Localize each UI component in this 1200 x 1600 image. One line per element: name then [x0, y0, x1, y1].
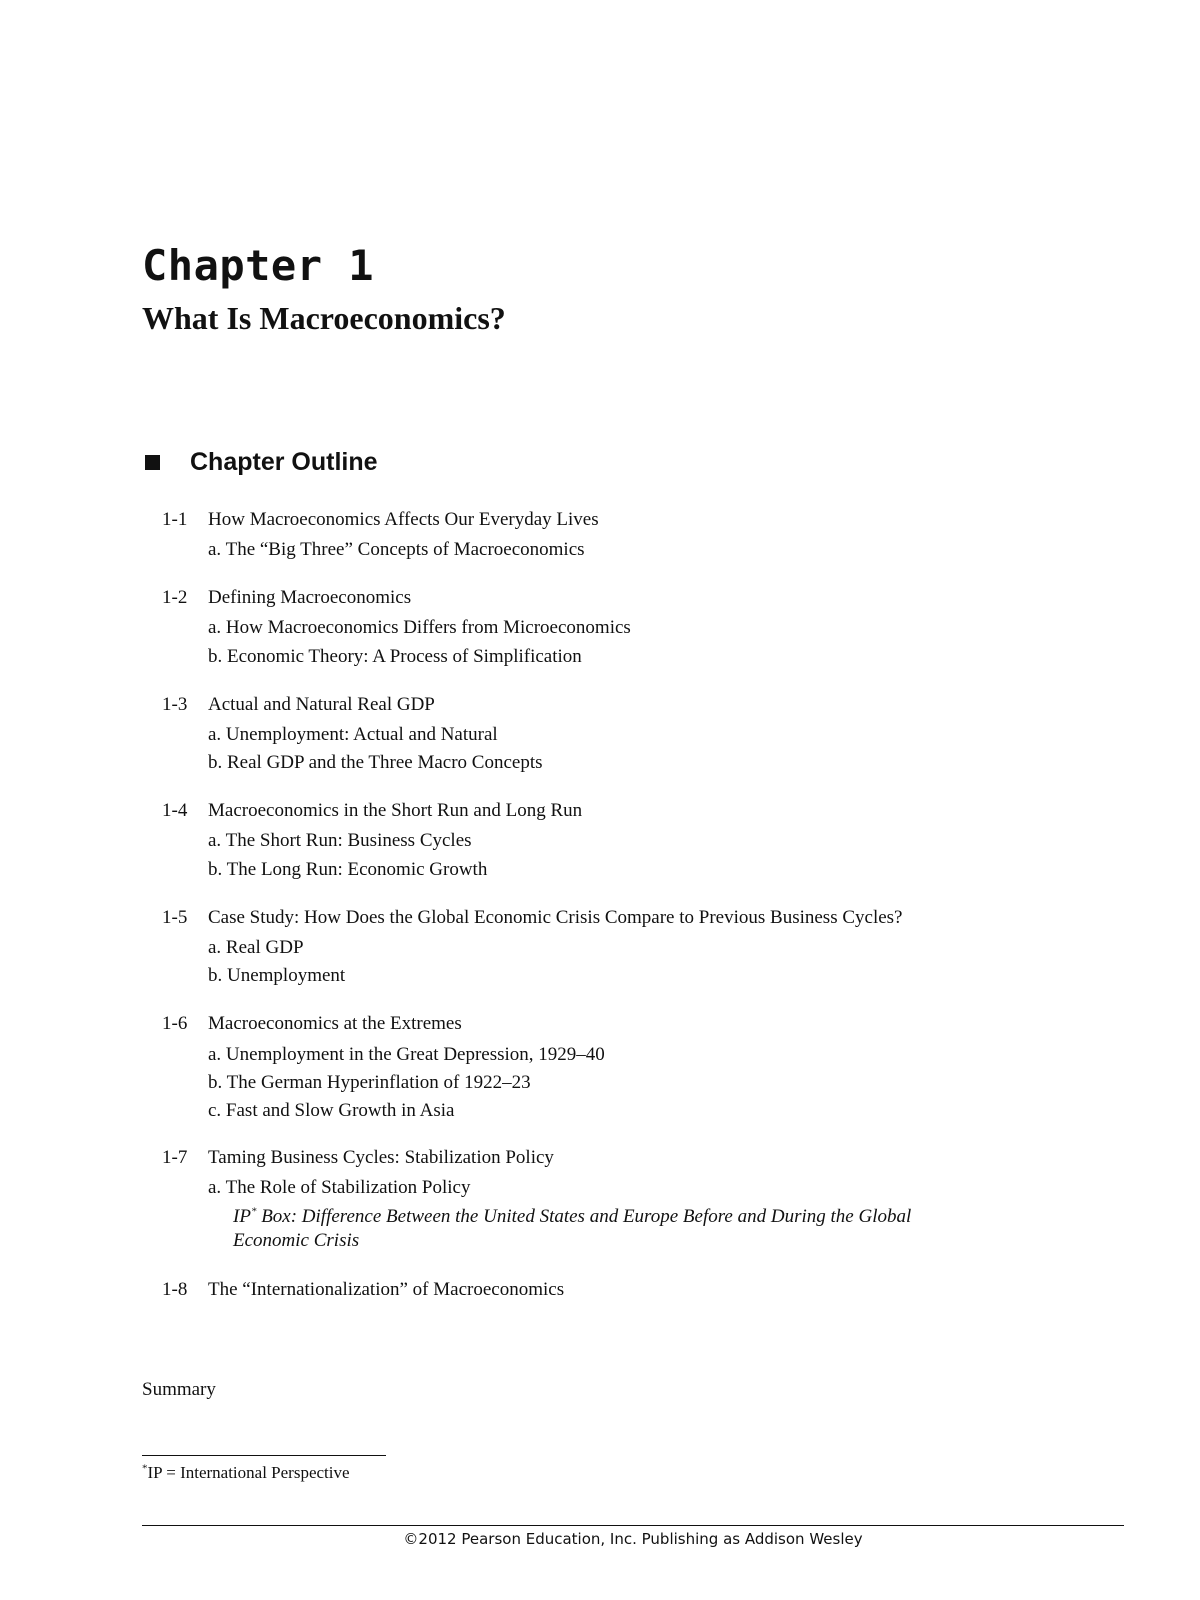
subsection-item: a. The Role of Stabilization Policy — [208, 1177, 471, 1198]
section-heading — [162, 1146, 554, 1170]
subsection-item: a. Unemployment in the Great Depression, 1929–40 — [208, 1044, 605, 1065]
section-number: 1-4 — [162, 800, 188, 821]
section-heading — [162, 586, 411, 610]
copyright-footer: ©2012 Pearson Education, Inc. Publishing as Addison Wesley — [403, 1530, 863, 1548]
subsection-item: a. How Macroeconomics Differs from Microeconomics — [208, 617, 631, 638]
section-heading — [162, 799, 582, 823]
outline-heading-text: Chapter Outline — [190, 448, 378, 476]
footer-divider — [142, 1525, 1124, 1526]
section-title: Actual and Natural Real GDP — [208, 694, 435, 715]
outline-heading — [145, 446, 378, 478]
section-heading — [162, 508, 599, 532]
subsection-item: b. The Long Run: Economic Growth — [208, 859, 488, 880]
ip-box-title: Box: Difference Between the United States and Europe Before and During the Global — [256, 1206, 912, 1227]
subsection-item: c. Fast and Slow Growth in Asia — [208, 1100, 455, 1121]
footnote-text: IP = International Perspective — [147, 1463, 350, 1482]
footnote-marker: * — [250, 1205, 257, 1218]
subsection-item: a. The Short Run: Business Cycles — [208, 830, 472, 851]
ip-box-prefix: IP — [233, 1206, 251, 1227]
footnote-divider — [142, 1455, 386, 1456]
subsection-item: b. Real GDP and the Three Macro Concepts — [208, 752, 543, 773]
ip-box-line — [233, 1205, 911, 1229]
section-heading — [162, 693, 435, 717]
section-title: Macroeconomics in the Short Run and Long Run — [208, 800, 583, 821]
footnote-marker: * — [142, 1462, 148, 1475]
subsection-item: b. Unemployment — [208, 965, 346, 986]
section-heading — [162, 1278, 564, 1302]
section-number: 1-3 — [162, 694, 188, 715]
subsection-item: a. Real GDP — [208, 937, 304, 958]
section-title: Taming Business Cycles: Stabilization Policy — [208, 1147, 554, 1168]
chapter-title: What Is Macroeconomics? — [142, 300, 506, 336]
subsection-item: a. The “Big Three” Concepts of Macroeconomics — [208, 539, 585, 560]
subsection-item: a. Unemployment: Actual and Natural — [208, 724, 498, 745]
section-title: Case Study: How Does the Global Economic Crisis Compare to Previous Business Cycles? — [208, 907, 903, 928]
section-number: 1-2 — [162, 587, 188, 608]
section-title: Defining Macroeconomics — [208, 587, 412, 608]
section-number: 1-8 — [162, 1279, 188, 1300]
chapter-label: Chapter 1 — [142, 241, 375, 290]
square-bullet-icon — [145, 455, 160, 470]
section-heading — [162, 1012, 462, 1036]
ip-box-line-continued: Economic Crisis — [233, 1230, 360, 1251]
footnote — [142, 1462, 350, 1484]
section-number: 1-5 — [162, 907, 188, 928]
section-title: The “Internationalization” of Macroeconomics — [208, 1279, 565, 1300]
section-number: 1-7 — [162, 1147, 188, 1168]
section-number: 1-1 — [162, 509, 188, 530]
section-title: How Macroeconomics Affects Our Everyday Lives — [208, 509, 599, 530]
section-title: Macroeconomics at the Extremes — [208, 1013, 462, 1034]
section-number: 1-6 — [162, 1013, 188, 1034]
section-heading — [162, 906, 902, 930]
subsection-item: b. Economic Theory: A Process of Simplification — [208, 646, 582, 667]
subsection-item: b. The German Hyperinflation of 1922–23 — [208, 1072, 531, 1093]
summary-heading: Summary — [142, 1379, 216, 1400]
